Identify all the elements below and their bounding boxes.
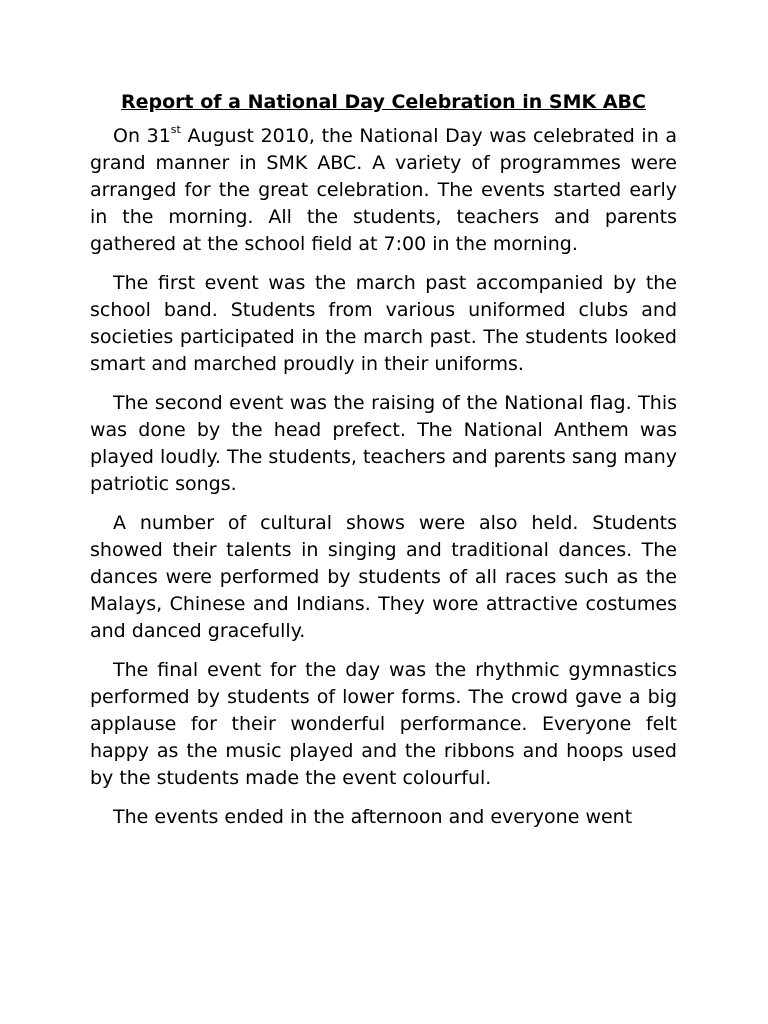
paragraph-1 <box>90 123 677 258</box>
paragraph-4: A number of cultural shows were also held. Students showed their talents in singing and traditional dances. The dances were performed by students of all races such as the Malays, Chinese and Indians. They wore attractive costumes and danced gracefully. <box>90 512 677 642</box>
paragraph-5: The final event for the day was the rhythmic gymnastics performed by students of lower forms. The crowd gave a big applause for their wonderful performance. Everyone felt happy as the music played and the ribbons and hoops used by the students made the event colourful. <box>90 659 677 789</box>
document-page <box>90 89 677 843</box>
paragraph-1-lead: On 31 <box>113 125 171 147</box>
document-title: Report of a National Day Celebration in SMK ABC <box>121 91 646 113</box>
paragraph-1-text: August 2010, the National Day was celebrated in a grand manner in SMK ABC. A variety of programmes were arranged for the great celebration. The events started early in the morning. All the students, teachers and parents gathered at the school field at 7:00 in the morning. <box>90 125 677 255</box>
paragraph-3: The second event was the raising of the National flag. This was done by the head prefect. The National Anthem was played loudly. The students, teachers and parents sang many patriotic songs. <box>90 392 677 495</box>
date-ordinal-suffix: st <box>170 122 181 136</box>
paragraph-2: The first event was the march past accompanied by the school band. Students from various uniformed clubs and societies participated in the march past. The students looked smart and marched proudly in their uniforms. <box>90 272 677 375</box>
paragraph-6: The events ended in the afternoon and everyone went <box>113 806 633 828</box>
